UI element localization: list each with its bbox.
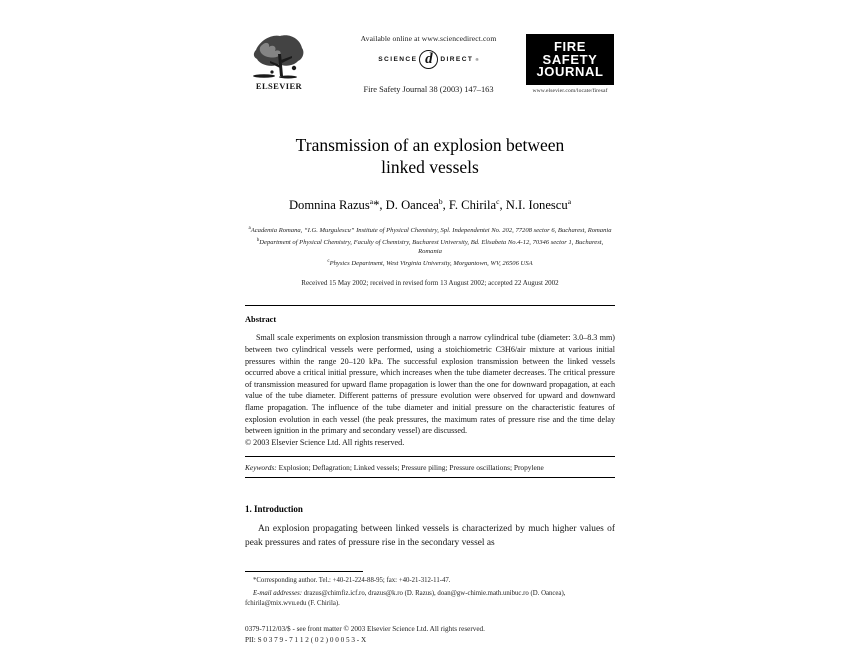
journal-logo-line-2: SAFETY <box>542 51 598 67</box>
sciencedirect-d-icon: d <box>419 50 438 69</box>
author-2-affil-marker: b <box>438 197 443 206</box>
sciencedirect-word-right: DIRECT <box>440 56 474 63</box>
paper-sheet <box>245 18 615 652</box>
author-1: Domnina Razus$^a$* <box>288 197 380 213</box>
masthead <box>245 18 615 110</box>
footnote-zone <box>245 571 615 608</box>
title-line-1: Transmission of an explosion between <box>295 135 565 155</box>
journal-logo-line-1: FIRE <box>553 39 586 54</box>
keywords <box>245 463 615 472</box>
journal-reference: Fire Safety Journal 38 (2003) 147–163 <box>363 85 494 94</box>
author-3: F. Chirila$^c$ <box>448 197 500 213</box>
elsevier-tree-logo-icon <box>250 32 308 80</box>
imprint-pii: PII: S 0 3 7 9 - 7 1 1 2 ( 0 2 ) 0 0 0 5 3 - X <box>245 635 367 644</box>
email-addresses-label: E-mail addresses: <box>253 590 303 598</box>
available-online-text: Available online at www.sciencedirect.com <box>360 34 497 43</box>
elsevier-wordmark: ELSEVIER <box>255 81 303 91</box>
introduction-paragraph: An explosion propagating between linked vessels is characterized by much higher values of peak pressures and rates of pressure rise in the secondary vessel as <box>245 524 615 548</box>
section-heading-introduction: 1. Introduction <box>245 504 303 515</box>
journal-logo-line-3: JOURNAL <box>536 64 604 79</box>
received-dates: Received 15 May 2002; received in revised form 13 August 2002; accepted 22 August 2002 <box>301 279 559 288</box>
author-1-affil-marker: a <box>369 197 374 206</box>
abstract-body: Small scale experiments on explosion transmission through a narrow cylindrical tube (diameter: 3.0–8.3 mm) between two cylindrical vessels were performed, using a stoichiometric C3H6/air mixture at various initial pressures within the range 20–120 kPa. The successful explosion transmission between the linked vessels occurred above a critical initial pressure, which increases when the tube diameter decreases. The critical pressure of transmission measured for upward flame propagation is lower than the one for downward propagation, at each value of the tube diameter. Different patterns of pressure evolution were observed for upward and downward flame propagation. The influence of the tube diameter and initial pressure on the characteristic features of explosion evolution in each vessel (the peak pressures, the maximum rates of pressure rise and the time delay between ignition in the primary and secondary vessel) are discussed. <box>245 333 615 436</box>
footnote-rule <box>245 571 363 572</box>
affiliation-b-text: Department of Physical Chemistry, Faculty of Chemistry, Bucharest University, Bd. Elisabeta No.4-12, 70346 sector 1, Bucharest, Romania <box>259 238 604 256</box>
affiliation-c-text: Physics Department, West Virginia University, Morgantown, WV, 26506 USA <box>329 259 533 267</box>
affiliation-c <box>245 257 615 269</box>
sciencedirect-word-left: SCIENCE <box>378 56 418 63</box>
sciencedirect-trademark: ® <box>475 57 479 62</box>
affiliation-list <box>245 224 615 268</box>
sciencedirect-block <box>341 34 516 94</box>
affiliation-b <box>245 236 615 257</box>
journal-logo-block <box>526 34 614 94</box>
email-addresses-value[interactable]: drazus@chimfiz.icf.ro, drazus@k.ro (D. Razus), doan@gw-chimie.math.unibuc.ro (D. Oancea), fchirila@mix.wvu.edu (F. Chirila). <box>245 590 566 607</box>
keywords-bottom-rule <box>245 477 615 478</box>
page-title <box>245 134 615 178</box>
author-list <box>245 197 615 213</box>
email-addresses-note <box>245 589 615 608</box>
imprint-block <box>245 624 615 645</box>
author-separator-1: , <box>379 198 386 213</box>
imprint-front-matter: 0379-7112/03/$ - see front matter © 2003 Elsevier Science Ltd. All rights reserved. <box>245 625 485 633</box>
affiliation-a-text: Academia Romana, “I.G. Murgulescu” Institute of Physical Chemistry, Spl. Independentei No. 202, 77208 sector 6, Bucharest, Romania <box>250 227 612 235</box>
author-4: N.I. Ionescu$^a$ <box>505 197 572 213</box>
journal-url[interactable]: www.elsevier.com/locate/firesaf <box>532 87 608 94</box>
author-4-affil-marker: a <box>567 197 572 206</box>
affiliation-c-marker: c <box>327 258 330 264</box>
author-separator-2: , <box>442 198 449 213</box>
abstract-heading: Abstract <box>245 315 277 325</box>
keywords-top-rule <box>245 456 615 457</box>
author-separator-3: , <box>499 198 506 213</box>
affiliation-b-marker: b <box>256 237 260 243</box>
affiliation-a <box>245 224 615 236</box>
author-2: D. Oancea$^b$ <box>385 197 443 213</box>
keywords-label: Keywords: <box>245 463 277 473</box>
fire-safety-journal-logo <box>526 34 614 85</box>
abstract-top-rule <box>245 305 615 306</box>
affiliation-a-marker: a <box>248 226 251 232</box>
corresponding-author-note: *Corresponding author. Tel.: +40-21-224-88-95; fax: +40-21-312-11-47. <box>253 577 451 584</box>
keywords-value: Explosion; Deflagration; Linked vessels; Pressure piling; Pressure oscillations; Propylene <box>278 463 544 473</box>
author-3-affil-marker: c <box>496 197 500 206</box>
elsevier-logo <box>248 32 310 91</box>
abstract-copyright: © 2003 Elsevier Science Ltd. All rights reserved. <box>245 437 405 447</box>
sciencedirect-logo <box>341 50 516 69</box>
title-line-2: linked vessels <box>381 157 479 177</box>
